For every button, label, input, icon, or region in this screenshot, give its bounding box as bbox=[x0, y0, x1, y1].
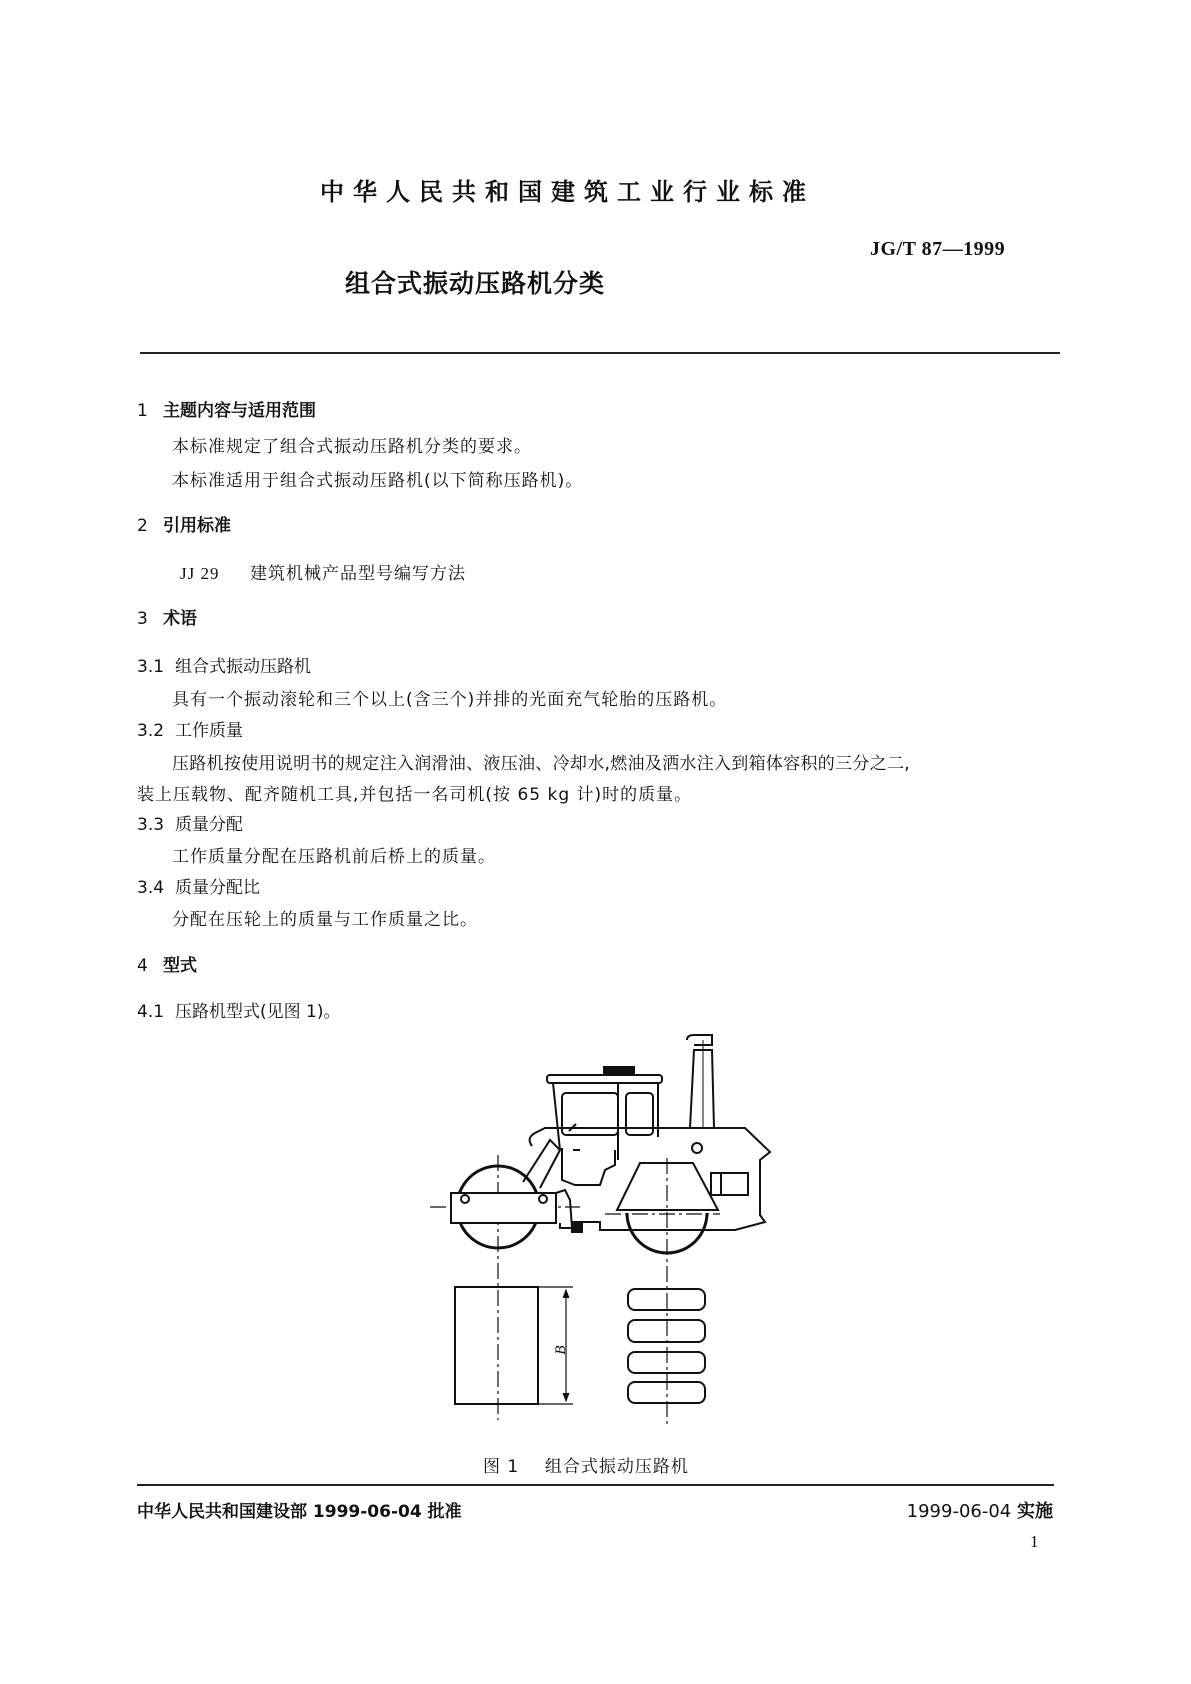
section-1-paragraph: 本标准规定了组合式振动压路机分类的要求。 bbox=[172, 437, 532, 457]
section-2-heading: 2 引用标准 bbox=[137, 516, 231, 536]
term-3-2-definition-cont: 装上压载物、配齐随机工具,并包括一名司机(按 65 kg 计)时的质量。 bbox=[137, 785, 693, 805]
machine-body bbox=[530, 1128, 770, 1230]
approval-statement: 中华人民共和国建设部 1999-06-04 批准 bbox=[137, 1502, 462, 1522]
term-3-1-definition: 具有一个振动滚轮和三个以上(含三个)并排的光面充气轮胎的压路机。 bbox=[172, 690, 728, 710]
standard-number: JG/T 87—1999 bbox=[870, 238, 1006, 260]
effective-date: 1999-06-04 bbox=[906, 1501, 1012, 1522]
effective-label: 实施 bbox=[1017, 1501, 1053, 1522]
figure-caption bbox=[483, 1452, 689, 1477]
section-4-heading: 4 型式 bbox=[137, 956, 197, 976]
roller-drawing-figure bbox=[400, 1030, 800, 1450]
header-rule bbox=[140, 352, 1060, 354]
term-3-1-heading: 3.1 组合式振动压路机 bbox=[137, 657, 311, 677]
term-3-3-heading: 3.3 质量分配 bbox=[137, 815, 243, 835]
term-3-3-definition: 工作质量分配在压路机前后桥上的质量。 bbox=[172, 847, 496, 867]
operator-cab bbox=[547, 1067, 662, 1160]
page-number: 1 bbox=[1030, 1532, 1039, 1551]
document-title: 组合式振动压路机分类 bbox=[345, 269, 606, 298]
reference-item bbox=[180, 559, 466, 584]
figure-title: 组合式振动压路机 bbox=[544, 1457, 689, 1477]
term-3-2-heading: 3.2 工作质量 bbox=[137, 721, 243, 741]
reference-code: JJ 29 bbox=[180, 564, 220, 583]
figure-number: 图 1 bbox=[483, 1457, 520, 1477]
issuing-organization: 中华人民共和国建筑工业行业标准 bbox=[320, 178, 815, 206]
section-3-heading: 3 术语 bbox=[137, 609, 197, 629]
footer-rule bbox=[137, 1484, 1054, 1486]
section-1-heading: 1 主题内容与适用范围 bbox=[137, 401, 316, 421]
width-dimension-label: B bbox=[553, 1345, 569, 1355]
term-3-2-definition: 压路机按使用说明书的规定注入润滑油、液压油、冷却水,燃油及洒水注入到箱体容积的三分之二, bbox=[172, 754, 911, 774]
reference-name: 建筑机械产品型号编写方法 bbox=[250, 564, 466, 584]
term-3-4-definition: 分配在压轮上的质量与工作质量之比。 bbox=[172, 910, 478, 930]
term-3-4-heading: 3.4 质量分配比 bbox=[137, 878, 260, 898]
exhaust-pipe bbox=[687, 1035, 714, 1128]
effective-statement bbox=[907, 1497, 1053, 1523]
section-1-paragraph: 本标准适用于组合式振动压路机(以下简称压路机)。 bbox=[172, 471, 584, 491]
clause-4-1: 4.1 压路机型式(见图 1)。 bbox=[137, 1002, 341, 1022]
